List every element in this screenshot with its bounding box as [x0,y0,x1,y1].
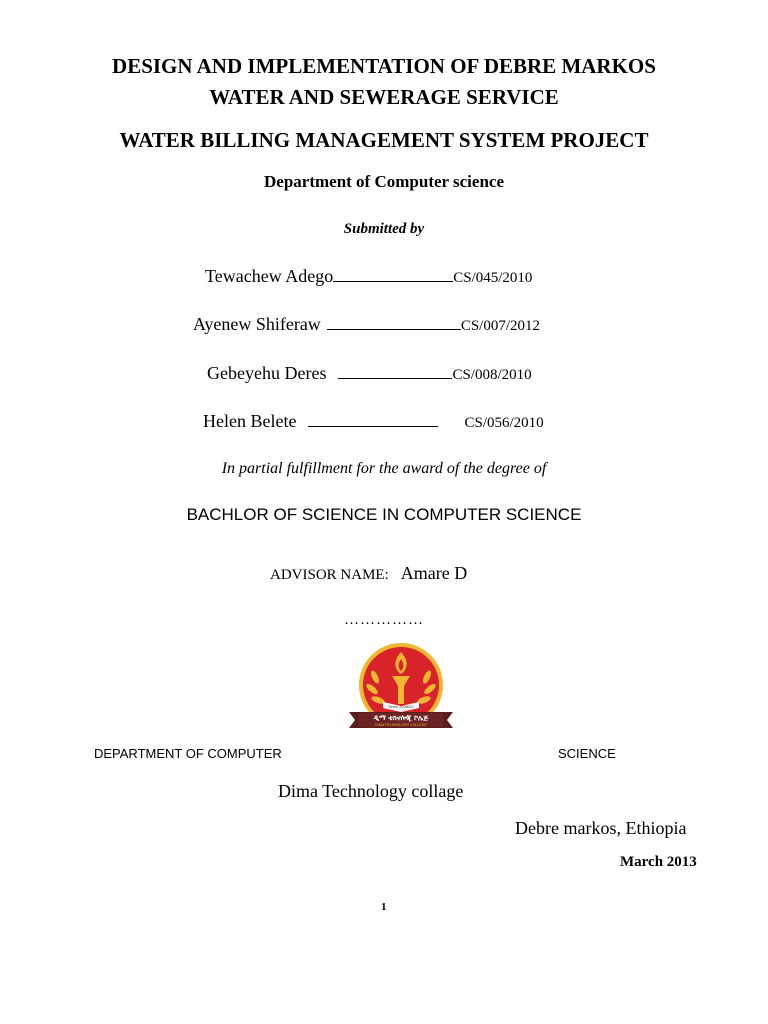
advisor-name: Amare D [400,563,468,583]
member-row [203,411,544,432]
member-id: CS/045/2010 [453,270,533,286]
member-id: CS/008/2010 [452,367,532,383]
signature-line [327,315,461,330]
member-name: Ayenew Shiferaw [193,314,321,334]
college-name: Dima Technology collage [278,781,464,801]
advisor-label: ADVISOR NAME: [270,567,389,583]
degree-title: BACHLOR OF SCIENCE IN COMPUTER SCIENCE [186,505,582,524]
title-line-1: DESIGN AND IMPLEMENTATION OF DEBRE MARKOS [112,54,656,78]
logo-since-text: Since 2008GC [387,704,414,709]
member-name: Gebeyehu Deres [207,363,327,383]
logo-sub-text: DIMA TECHNOLOGY COLLEGE [375,723,427,727]
title-line-2: WATER AND SEWERAGE SERVICE [209,85,559,109]
page-number: 1 [381,901,387,913]
member-name: Tewachew Adego [205,266,334,286]
member-row [193,314,540,335]
signature-line [308,412,438,427]
signature-line [338,364,452,379]
submitted-by-label: Submitted by [343,221,425,237]
footer-department-left: DEPARTMENT OF COMPUTER [94,746,282,761]
member-row [205,266,532,287]
dotted-line: …………… [344,612,424,628]
document-date: March 2013 [620,854,697,870]
footer-department-right: SCIENCE [558,746,616,761]
member-id: CS/007/2012 [460,318,540,334]
member-name: Helen Belete [203,411,297,431]
member-id: CS/056/2010 [464,415,544,431]
department-heading: Department of Computer science [264,172,504,191]
member-row [207,363,532,384]
logo-banner-text: ዲማ ቴክኖሎጂ ኮሌጅ [373,714,429,722]
signature-line [333,267,453,282]
college-logo [345,642,457,734]
location: Debre markos, Ethiopia [515,818,687,838]
title-line-3: WATER BILLING MANAGEMENT SYSTEM PROJECT [119,128,649,152]
advisor-row [270,563,467,584]
partial-fulfillment-text: In partial fulfillment for the award of the degree of [221,460,547,477]
